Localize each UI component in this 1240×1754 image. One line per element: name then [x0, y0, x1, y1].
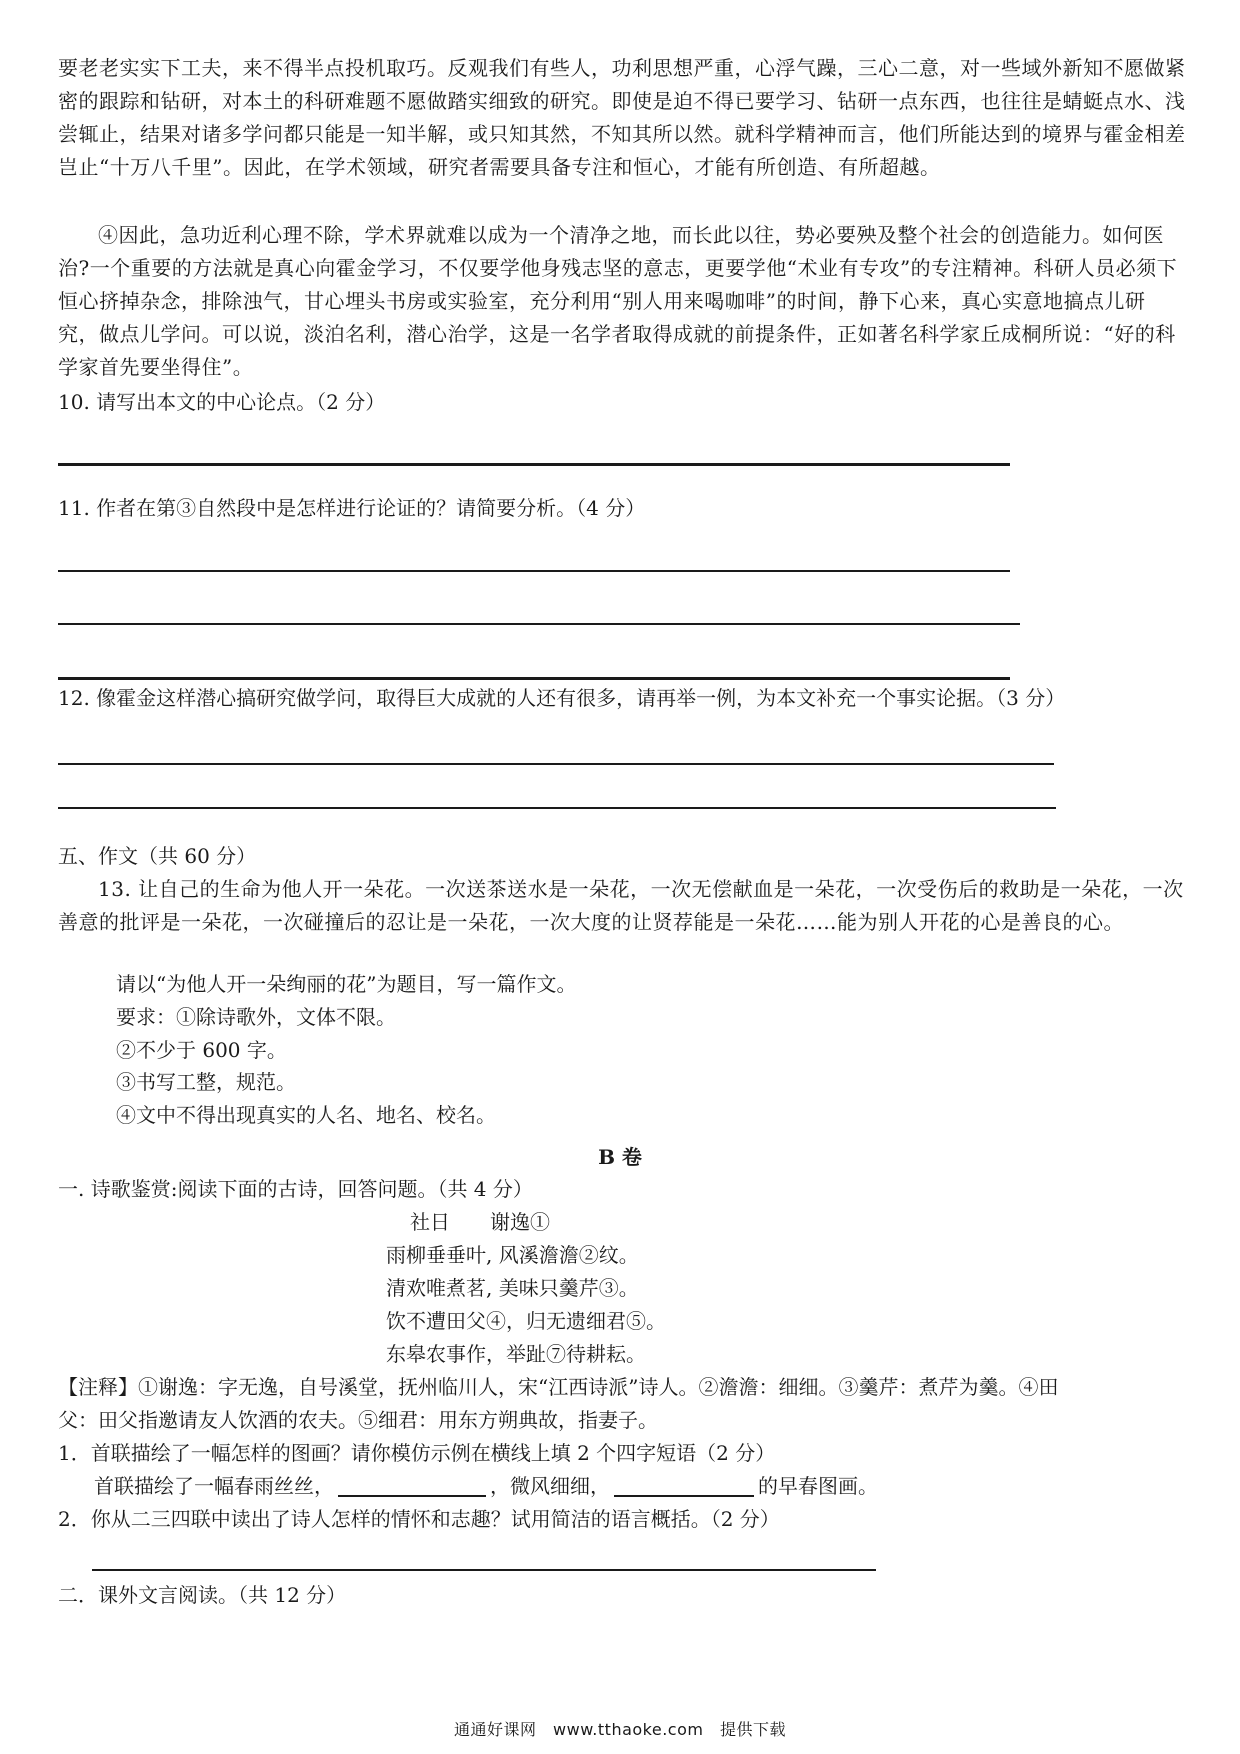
- answer-line[interactable]: [58, 570, 1010, 572]
- poem-line: 雨柳垂垂叶, 风溪澹澹②纹。: [386, 1243, 639, 1267]
- essay-prompt: 13. 让自己的生命为他人开一朵花。一次送茶送水是一朵花，一次无偿献血是一朵花，一次受伤后的救助是一朵花，一次善意的批评是一朵花，一次碰撞后的忍让是一朵花，一次大度的让贤荐能是一朵花……能为别人开花的心是善良的心。: [58, 877, 1184, 934]
- essay-requirement-1: 要求：①除诗歌外，文体不限。: [116, 1005, 396, 1029]
- question-11: 11. 作者在第③自然段中是怎样进行论证的？请简要分析。（4 分）: [58, 496, 646, 520]
- poetry-question-1: 1．首联描绘了一幅怎样的图画？请你模仿示例在横线上填 2 个四字短语（2 分）: [58, 1441, 776, 1465]
- question-12: 12. 像霍金这样潜心搞研究做学问，取得巨大成就的人还有很多，请再举一例，为本文补充一个事实论据。（3 分）: [58, 686, 1066, 710]
- essay-requirement-4: ④文中不得出现真实的人名、地名、校名。: [116, 1103, 496, 1127]
- poem-notes-line-2: 父：田父指邀请友人饮酒的农夫。⑤细君：用东方朔典故，指妻子。: [58, 1408, 658, 1432]
- essay-requirement-3: ③书写工整，规范。: [116, 1070, 296, 1094]
- poem-title: 社日 谢逸①: [410, 1210, 550, 1234]
- fill-text-b: ，微风细细，: [490, 1474, 610, 1498]
- fill-blank-1[interactable]: [338, 1475, 486, 1497]
- poem-line: 清欢唯煮茗, 美味只羹芹③。: [386, 1276, 639, 1300]
- fill-text-c: 的早春图画。: [758, 1474, 878, 1498]
- essay-instruction: 请以“为他人开一朵绚丽的花”为题目，写一篇作文。: [116, 972, 577, 996]
- poetry-heading: 一. 诗歌鉴赏:阅读下面的古诗，回答问题。（共 4 分）: [58, 1177, 533, 1201]
- fill-text-a: 首联描绘了一幅春雨丝丝，: [94, 1474, 334, 1498]
- poetry-question-2: 2．你从二三四联中读出了诗人怎样的情怀和志趣？试用简洁的语言概括。（2 分）: [58, 1507, 780, 1531]
- answer-line[interactable]: [58, 807, 1056, 809]
- page-footer: 通通好课网 www.tthaoke.com 提供下载: [454, 1720, 786, 1739]
- poetry-question-1-fill: [94, 1471, 878, 1501]
- classical-reading-heading: 二．课外文言阅读。（共 12 分）: [58, 1583, 347, 1607]
- poem-line: 东皋农事作，举趾⑦待耕耘。: [386, 1342, 646, 1366]
- answer-line[interactable]: [58, 763, 1054, 765]
- section-b-title: B 卷: [598, 1145, 642, 1169]
- answer-line[interactable]: [92, 1569, 876, 1571]
- answer-line[interactable]: [58, 677, 1010, 680]
- passage-paragraph-4: ④因此，急功近利心理不除，学术界就难以成为一个清净之地，而长此以往，势必要殃及整个社会的创造能力。如何医治?一个重要的方法就是真心向霍金学习，不仅要学他身残志坚的意志，更要学他“术业有专攻”的专注精神。科研人员必须下恒心挤掉杂念，排除浊气，甘心埋头书房或实验室，充分利用“别人用来喝咖啡”的时间，静下心来，真心实意地搞点儿研究，做点儿学问。可以说，淡泊名利，潜心治学，这是一名学者取得成就的前提条件，正如著名科学家丘成桐所说：“好的科学家首先要坐得住”。: [58, 223, 1178, 379]
- poem-line: 饮不遭田父④，归无遗细君⑤。: [386, 1309, 666, 1333]
- poem-notes-line-1: 【注释】①谢逸：字无逸，自号溪堂，抚州临川人，宋“江西诗派”诗人。②澹澹：细细。③羹芹：煮芹为羹。④田: [58, 1375, 1059, 1399]
- fill-blank-2[interactable]: [614, 1475, 754, 1497]
- answer-line[interactable]: [58, 623, 1020, 625]
- essay-heading: 五、作文（共 60 分）: [58, 844, 257, 868]
- essay-requirement-2: ②不少于 600 字。: [116, 1038, 287, 1062]
- question-10: 10. 请写出本文的中心论点。（2 分）: [58, 390, 386, 414]
- answer-line[interactable]: [58, 463, 1010, 466]
- passage-paragraph-continued: 要老老实实下工夫，来不得半点投机取巧。反观我们有些人，功利思想严重，心浮气躁，三心二意，对一些域外新知不愿做紧密的跟踪和钻研，对本土的科研难题不愿做踏实细致的研究。即使是迫不得已要学习、钻研一点东西，也往往是蜻蜓点水、浅尝辄止，结果对诸多学问都只能是一知半解，或只知其然，不知其所以然。就科学精神而言，他们所能达到的境界与霍金相差岂止“十万八千里”。因此，在学术领域，研究者需要具备专注和恒心，才能有所创造、有所超越。: [58, 56, 1186, 179]
